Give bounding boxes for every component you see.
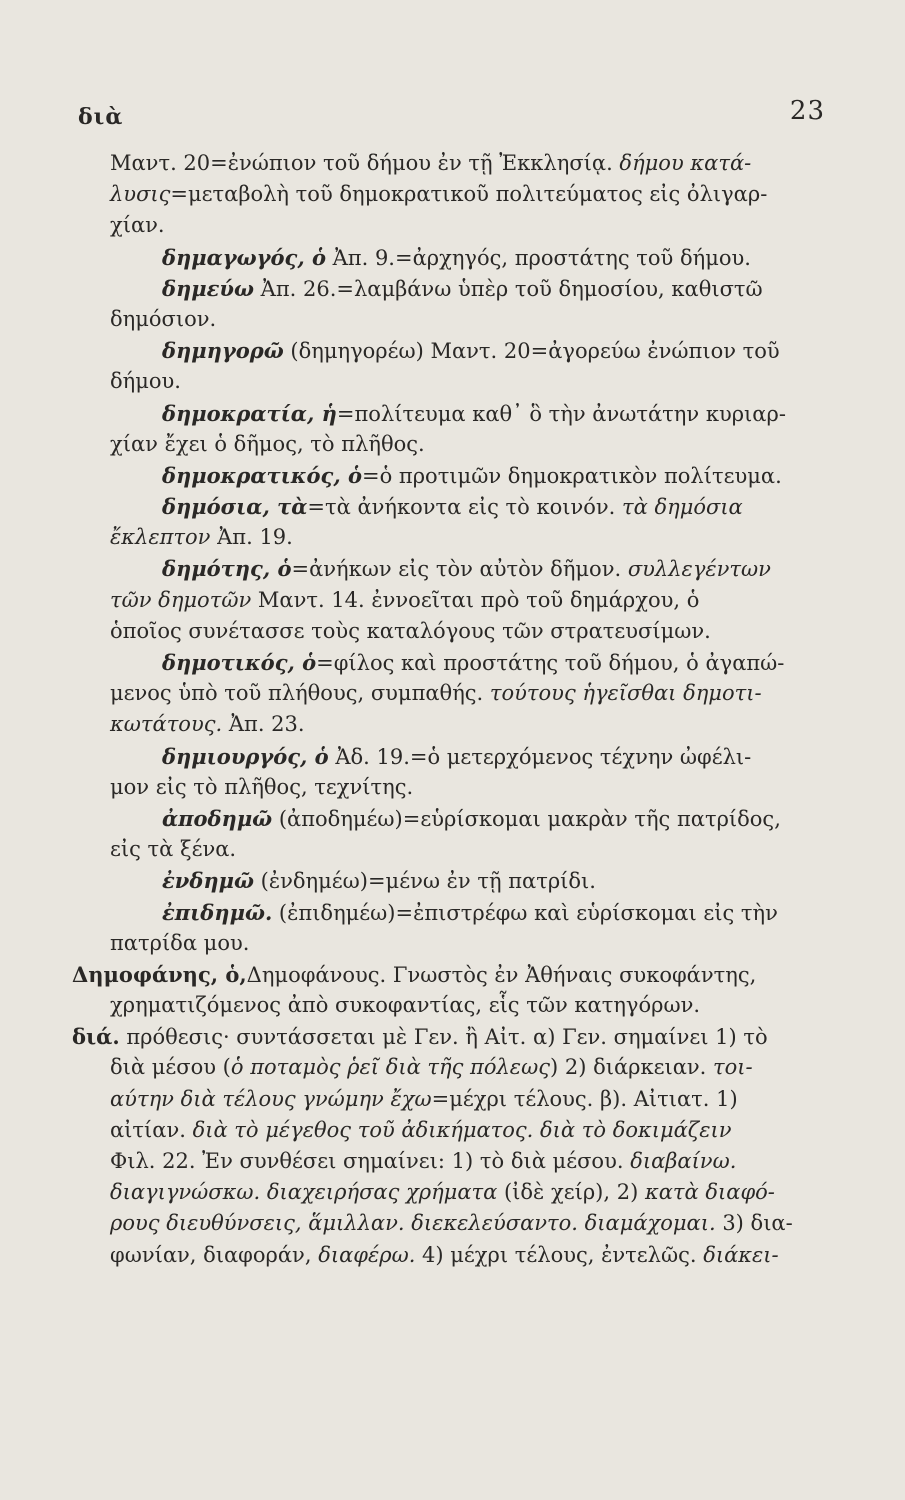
text-segment: χρηματιζόμενος ἀπὸ συκοφαντίας, εἷς τῶν κατηγόρων. xyxy=(110,993,701,1018)
page-number: 23 xyxy=(789,96,825,126)
text-line xyxy=(110,834,810,865)
text-segment: αύτην διὰ τέλους γνώμην ἔχω xyxy=(110,1086,432,1111)
text-line xyxy=(110,148,810,179)
text-segment: χίαν. xyxy=(110,213,165,238)
text-segment: πατρίδα μου. xyxy=(110,930,250,955)
text-segment: ἔκλεπτον xyxy=(110,525,211,550)
text-segment: Φιλ. 22. Ἐν συνθέσει σημαίνει: 1) τὸ διὰ μέσου. xyxy=(110,1149,631,1173)
text-line xyxy=(110,335,810,366)
text-segment: διαφέρω. xyxy=(318,1242,416,1267)
text-line xyxy=(110,678,810,709)
text-line xyxy=(110,1146,810,1177)
headword: διά. xyxy=(72,1024,120,1050)
text-segment: Ἀπ. 23. xyxy=(222,712,305,737)
text-line xyxy=(110,366,810,397)
text-segment: κατὰ διαφό- xyxy=(644,1180,775,1205)
text-segment: ὁποῖος συνέτασσε τοὺς καταλόγους τῶν στρατευσίμων. xyxy=(110,618,711,643)
text-line xyxy=(110,1208,810,1239)
text-segment: =μέχρι τέλους. β). Αἰτιατ. 1) xyxy=(431,1086,738,1111)
text-segment: Ἀπ. 26.=λαμβάνω ὑπὲρ τοῦ δημοσίου, καθιστῶ xyxy=(253,276,763,301)
text-segment: μον εἰς τὸ πλῆθος, τεχνίτης. xyxy=(110,774,414,799)
headword: δημηγορῶ xyxy=(162,338,284,364)
text-segment: φωνίαν, διαφοράν, xyxy=(110,1242,319,1267)
text-line xyxy=(110,616,810,647)
text-line xyxy=(110,990,810,1021)
text-segment: 3) δια- xyxy=(715,1211,793,1236)
text-line xyxy=(110,1177,810,1208)
text-segment: τούτους ἡγεῖσθαι δημοτι- xyxy=(489,681,762,706)
text-segment: Δημοφάνους. Γνωστὸς ἐν Ἀθήναις συκοφάντης, xyxy=(246,962,757,987)
text-line xyxy=(110,398,810,429)
text-segment: αἰτίαν. xyxy=(110,1117,193,1142)
headword: δημιουργός, ὁ xyxy=(162,743,329,769)
text-segment: ) 2) διάρκειαν. xyxy=(549,1055,714,1080)
text-segment: διαβαίνω. xyxy=(630,1149,737,1173)
headword: ἐνδημῶ xyxy=(162,868,254,894)
text-segment: Ἀδ. 19.=ὁ μετερχόμενος τέχνην ὠφέλι- xyxy=(328,744,752,769)
headword: δημοκρατικός, ὁ xyxy=(162,462,362,488)
text-line xyxy=(110,865,810,896)
text-line xyxy=(110,803,810,834)
text-segment: (ἐπιδημέω)=ἐπιστρέφω καὶ εὑρίσκομαι εἰς τὴν xyxy=(272,900,778,925)
text-line xyxy=(110,242,810,273)
text-segment: =φίλος καὶ προστάτης τοῦ δήμου, ὁ ἀγαπώ- xyxy=(316,651,785,675)
text-line xyxy=(110,304,810,335)
text-segment: Μαντ. 20=ἐνώπιον τοῦ δήμου ἐν τῇ Ἐκκλησίᾳ. xyxy=(110,151,620,175)
text-line xyxy=(110,709,810,740)
text-line xyxy=(110,491,810,522)
text-segment: =τὰ ἀνήκοντα εἰς τὸ κοινόν. xyxy=(307,495,622,520)
text-line xyxy=(110,553,810,584)
text-line xyxy=(110,1052,810,1083)
text-segment: (ἰδὲ χείρ), 2) xyxy=(497,1180,645,1205)
text-segment: (ἀποδημέω)=εὑρίσκομαι μακρὰν τῆς πατρίδος, xyxy=(272,806,781,831)
text-segment: τὰ δημόσια xyxy=(622,495,743,520)
headword: ἐπιδημῶ. xyxy=(162,899,273,925)
text-line xyxy=(110,1084,810,1115)
text-line xyxy=(110,522,810,553)
text-line xyxy=(110,928,810,959)
text-segment: τῶν δημοτῶν xyxy=(110,587,252,612)
text-segment: =μεταβολὴ τοῦ δημοκρατικοῦ πολιτεύματος εἰς ὀλιγαρ- xyxy=(170,182,768,207)
text-line xyxy=(110,1115,810,1146)
text-line xyxy=(110,1240,810,1271)
text-segment: Μαντ. 14. ἐννοεῖται πρὸ τοῦ δημάρχου, ὁ xyxy=(251,587,700,612)
text-segment: διὰ μέσου ( xyxy=(110,1055,231,1080)
text-line xyxy=(110,772,810,803)
text-segment: =ὁ προτιμῶν δημοκρατικὸν πολίτευμα. xyxy=(361,463,782,488)
text-line xyxy=(110,210,810,241)
headword: δημόσια, τὰ xyxy=(162,494,308,520)
headword: ἀποδημῶ xyxy=(162,805,273,831)
page-header xyxy=(78,96,825,136)
text-segment: διαγιγνώσκω. διαχειρήσας χρήματα xyxy=(110,1180,498,1205)
text-segment: =ἀνήκων εἰς τὸν αὐτὸν δῆμον. xyxy=(291,557,628,582)
text-line xyxy=(110,460,810,491)
text-line xyxy=(110,179,810,210)
text-segment: συλλεγέντων xyxy=(627,557,771,582)
text-segment: διὰ τὸ μέγεθος τοῦ ἀδικήματος. διὰ τὸ δοκιμάζειν xyxy=(192,1117,732,1142)
text-segment: (δημηγορέω) Μαντ. 20=ἀγορεύω ἐνώπιον τοῦ xyxy=(283,339,780,364)
text-line xyxy=(110,273,810,304)
text-segment: μενος ὑπὸ τοῦ πλήθους, συμπαθής. xyxy=(110,681,490,706)
text-segment: (ἐνδημέω)=μένω ἐν τῇ πατρίδι. xyxy=(253,869,596,894)
text-segment: ρους διευθύνσεις, ἅμιλλαν. διεκελεύσαντο. διαμάχομαι. xyxy=(110,1211,716,1236)
text-segment: διάκει- xyxy=(703,1242,779,1267)
headword: δημότης, ὁ xyxy=(162,556,292,582)
text-line xyxy=(110,897,810,928)
text-line xyxy=(72,959,810,990)
text-segment: εἰς τὰ ξένα. xyxy=(110,837,237,862)
text-line xyxy=(110,429,810,460)
headword: δημεύω xyxy=(162,275,254,301)
text-segment: λυσις xyxy=(110,182,171,207)
text-segment: τοι- xyxy=(713,1055,753,1080)
text-segment: Ἀπ. 9.=ἀρχηγός, προστάτης τοῦ δήμου. xyxy=(325,245,751,270)
text-segment: δήμου. xyxy=(110,369,181,394)
headword: δημαγωγός, ὁ xyxy=(162,244,326,270)
text-line xyxy=(110,741,810,772)
headword: δημοκρατία, ἡ xyxy=(162,400,337,426)
text-segment: ὁ ποταμὸς ῥεῖ διὰ τῆς πόλεως xyxy=(230,1055,550,1080)
text-line xyxy=(110,585,810,616)
text-segment: πρόθεσις· συντάσσεται μὲ Γεν. ἢ Αἰτ. α) Γεν. σημαίνει 1) τὸ xyxy=(119,1025,768,1050)
text-segment: κωτάτους. xyxy=(110,712,223,737)
headword: Δημοφάνης, ὁ, xyxy=(72,961,247,987)
dictionary-entries xyxy=(72,148,810,1271)
text-segment: 4) μέχρι τέλους, ἐντελῶς. xyxy=(415,1242,704,1267)
running-head: διὰ xyxy=(78,104,124,130)
headword: δημοτικός, ὁ xyxy=(162,650,317,675)
text-line xyxy=(110,647,810,678)
text-segment: δήμου κατά- xyxy=(619,151,752,175)
text-segment: δημόσιον. xyxy=(110,306,217,331)
text-segment: Ἀπ. 19. xyxy=(210,525,293,550)
text-line xyxy=(72,1021,810,1052)
text-segment: χίαν ἔχει ὁ δῆμος, τὸ πλῆθος. xyxy=(110,431,425,456)
text-segment: =πολίτευμα καθ᾿ ὃ τὴν ἀνωτάτην κυριαρ- xyxy=(336,401,786,426)
